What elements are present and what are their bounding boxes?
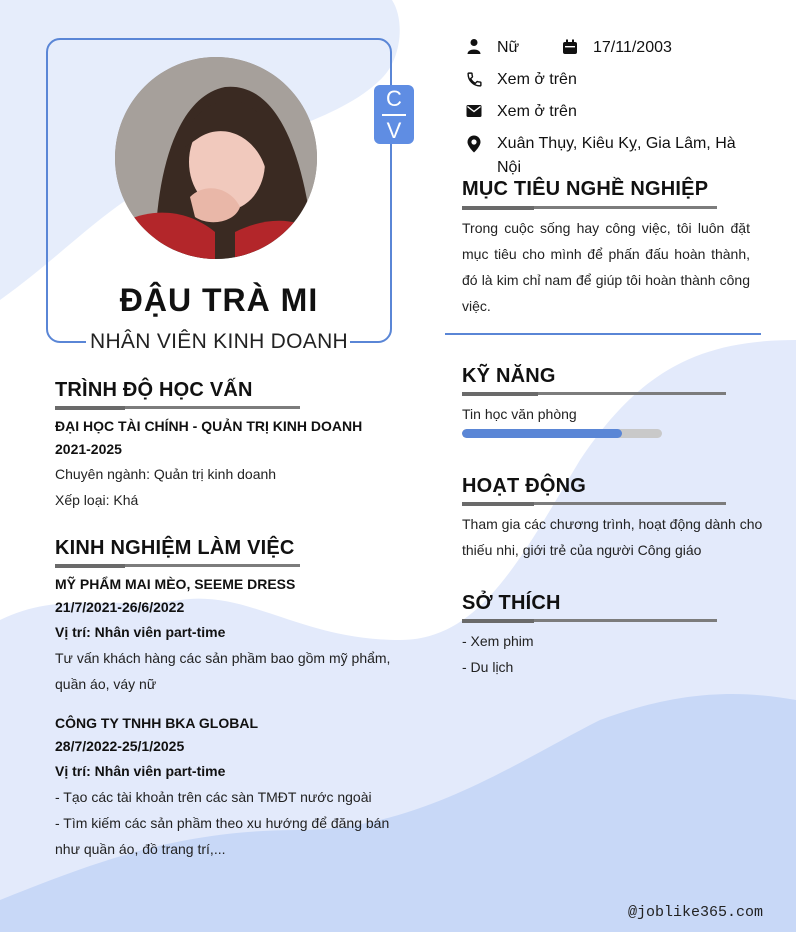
job-description-line: - Tìm kiếm các sản phầm theo xu hướng để đăng bán — [55, 815, 390, 831]
cv-badge — [374, 85, 414, 144]
objective-line: đó là kim chỉ nam để giúp tôi hoàn thành công — [462, 272, 750, 288]
person-icon — [466, 38, 482, 54]
job-description-line: - Tạo các tài khoản trên các sàn TMĐT nước ngoài — [55, 789, 372, 805]
education-title: TRÌNH ĐỘ HỌC VẤN — [55, 379, 253, 401]
hobbies-title: SỞ THÍCH — [462, 592, 561, 614]
job-description — [55, 645, 400, 697]
cv-badge-divider — [382, 114, 406, 116]
mail-icon — [466, 104, 482, 120]
watermark: @joblike365.com — [628, 904, 764, 921]
job-company: MỸ PHẨM MAI MÈO, SEEME DRESS — [55, 576, 296, 592]
job-position: Vị trí: Nhân viên part-time — [55, 763, 226, 779]
job-company: CÔNG TY TNHH BKA GLOBAL — [55, 715, 258, 731]
job-period: 28/7/2022-25/1/2025 — [55, 738, 185, 754]
phone-value: Xem ở trên — [497, 71, 577, 88]
section-divider — [445, 333, 761, 335]
objective-line: Trong cuộc sống hay công việc, tôi luôn đặt — [462, 220, 750, 236]
candidate-name: ĐẬU TRÀ MI — [119, 282, 319, 318]
education-major: Chuyên ngành: Quản trị kinh doanh — [55, 466, 277, 482]
objective-rule — [462, 206, 717, 209]
job-description-line: quần áo, váy nữ — [55, 676, 157, 692]
hobby-item: - Xem phim — [462, 633, 534, 649]
hobbies-rule — [462, 619, 717, 622]
location-pin-icon — [467, 135, 483, 151]
experience-title: KINH NGHIỆM LÀM VIỆC — [55, 537, 295, 559]
objective-text — [462, 215, 750, 319]
phone-icon — [466, 71, 482, 87]
cv-badge-bottom: V — [386, 118, 402, 143]
experience-rule — [55, 564, 300, 567]
activities-rule — [462, 502, 726, 505]
skill-level-bar — [462, 429, 662, 438]
skills-rule — [462, 392, 726, 395]
calendar-icon — [562, 39, 578, 55]
hobby-item: - Du lịch — [462, 659, 514, 675]
objective-title: MỤC TIÊU NGHỀ NGHIỆP — [462, 178, 709, 200]
job-description-line: như quần áo, đồ trang trí,... — [55, 841, 226, 857]
activities-text — [462, 511, 772, 563]
avatar — [115, 57, 317, 259]
address-line-1: Xuân Thụy, Kiêu Kỵ, Gia Lâm, Hà — [497, 135, 736, 152]
skills-title: KỸ NĂNG — [462, 365, 556, 387]
objective-line: việc. — [462, 298, 491, 314]
education-rank: Xếp loại: Khá — [55, 492, 139, 508]
skill-label: Tin học văn phòng — [462, 406, 577, 422]
address-line-2: Nội — [497, 159, 522, 176]
dob-value: 17/11/2003 — [593, 39, 672, 56]
activities-line: thiếu nhi, giới trẻ của người Công giáo — [462, 542, 702, 558]
education-school: ĐẠI HỌC TÀI CHÍNH - QUẢN TRỊ KINH DOANH — [55, 418, 363, 434]
activities-title: HOẠT ĐỘNG — [462, 475, 587, 497]
gender-value: Nữ — [497, 39, 520, 56]
objective-line: mục tiêu cho mình để phấn đấu hoàn thành, — [462, 246, 750, 262]
activities-line: Tham gia các chương trình, hoạt động dành cho — [462, 516, 763, 532]
skill-level-fill — [462, 429, 622, 438]
job-position: Vị trí: Nhân viên part-time — [55, 624, 226, 640]
education-years: 2021-2025 — [55, 441, 122, 457]
cv-badge-top: C — [386, 86, 402, 111]
job-period: 21/7/2021-26/6/2022 — [55, 599, 185, 615]
education-rule — [55, 406, 300, 409]
job-description-line: Tư vấn khách hàng các sản phầm bao gồm mỹ phẩm, — [55, 650, 391, 666]
candidate-role: NHÂN VIÊN KINH DOANH — [89, 330, 349, 353]
email-value: Xem ở trên — [497, 103, 577, 120]
job-description — [55, 784, 400, 862]
avatar-photo-icon — [115, 57, 317, 259]
hobbies-list — [462, 628, 534, 680]
